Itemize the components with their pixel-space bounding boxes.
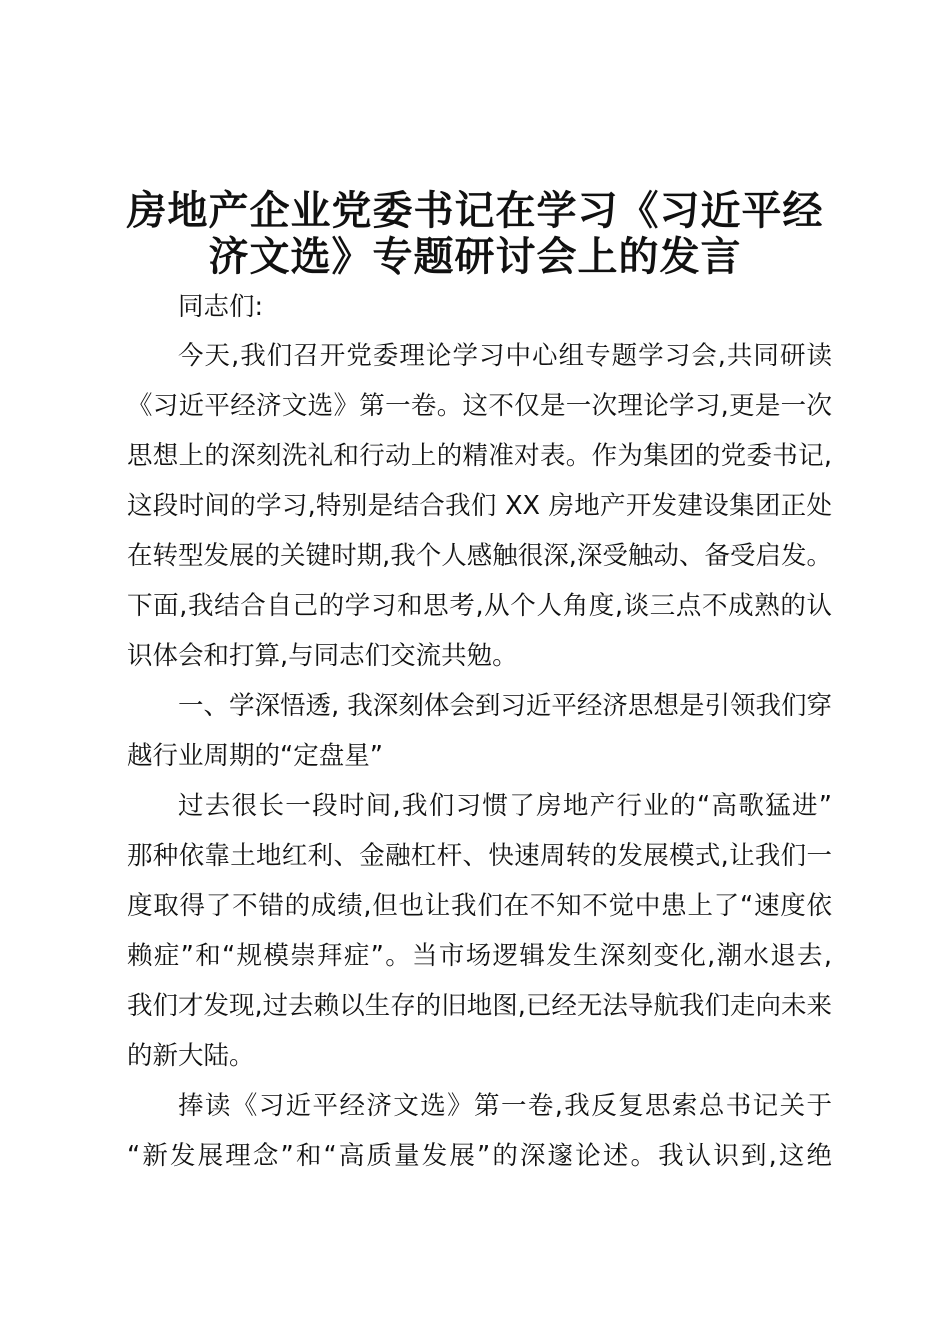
body-line: 捧读《习近平经济文选》第一卷,我反复思索总书记关于 — [178, 1091, 832, 1121]
body-line: 赖症”和“规模崇拜症”。当市场逻辑发生深刻变化,潮水退去, — [127, 941, 832, 971]
document-title-line-1: 房地产企业党委书记在学习《习近平经 — [126, 187, 824, 234]
document-title-line-2: 济文选》专题研讨会上的发言 — [208, 233, 742, 280]
section-heading: 越行业周期的“定盘星” — [127, 741, 383, 771]
body-line: 度取得了不错的成绩,但也让我们在不知不觉中患上了“速度依 — [127, 891, 832, 921]
body-line: 《习近平经济文选》第一卷。这不仅是一次理论学习,更是一次 — [127, 391, 832, 421]
body-line: “新发展理念”和“高质量发展”的深邃论述。我认识到,这绝 — [127, 1141, 832, 1171]
body-line: 我们才发现,过去赖以生存的旧地图,已经无法导航我们走向未来 — [127, 991, 832, 1021]
body-line: 下面,我结合自己的学习和思考,从个人角度,谈三点不成熟的认 — [127, 591, 832, 621]
body-line: 的新大陆。 — [127, 1041, 255, 1071]
body-line: 今天,我们召开党委理论学习中心组专题学习会,共同研读 — [178, 341, 832, 371]
body-line: 这段时间的学习,特别是结合我们 XX 房地产开发建设集团正处 — [127, 491, 832, 521]
body-line: 思想上的深刻洗礼和行动上的精准对表。作为集团的党委书记, — [127, 441, 832, 471]
body-line: 过去很长一段时间,我们习惯了房地产行业的“高歌猛进” — [178, 791, 832, 821]
body-line: 在转型发展的关键时期,我个人感触很深,深受触动、备受启发。 — [127, 541, 832, 571]
body-line: 那种依靠土地红利、金融杠杆、快速周转的发展模式,让我们一 — [127, 841, 832, 871]
section-heading: 一、学深悟透, 我深刻体会到习近平经济思想是引领我们穿 — [178, 691, 832, 721]
salutation: 同志们: — [178, 292, 264, 322]
body-line: 识体会和打算,与同志们交流共勉。 — [127, 641, 518, 671]
